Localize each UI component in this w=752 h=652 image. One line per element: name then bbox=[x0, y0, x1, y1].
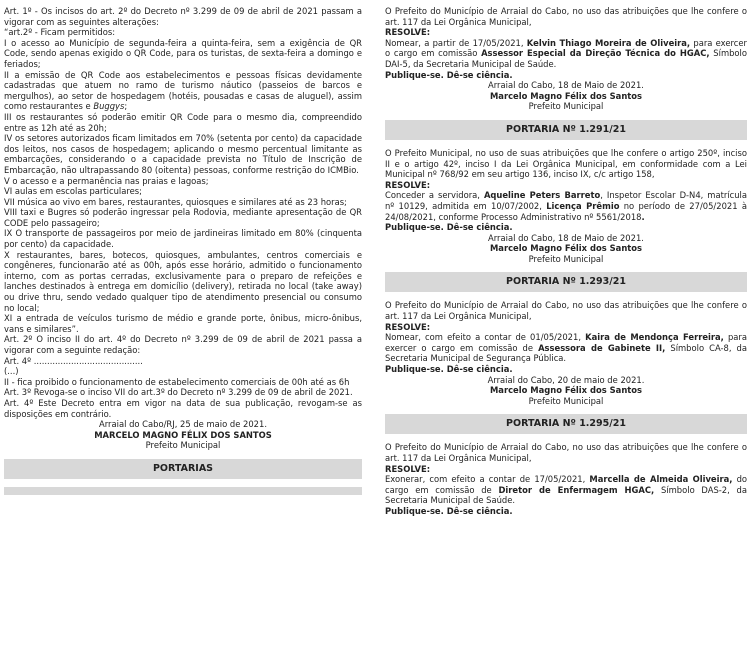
decree-article-2: Art. 2º O inciso II do art. 4º do Decreto nº 3.299 de 09 de abril de 2021 passa a vigorar com a seguinte redação: bbox=[4, 334, 362, 355]
place-date: Arraial do Cabo, 18 de Maio de 2021. bbox=[488, 232, 644, 243]
portaria-intro: O Prefeito do Município de Arraial do Cabo, no uso das atribuições que lhe confere o art. 117 da Lei Orgânica Municipal, bbox=[385, 442, 747, 463]
decree-item-vi: VI aulas em escolas particulares; bbox=[4, 186, 142, 197]
portaria-body: Nomear, a partir de 17/05/2021, Kelvin Thiago Moreira de Oliveira, para exercer o cargo em comissão Assessor Especial da Direção Técnica do HGAC, Símbolo DAI-5, da Secretaria Municipal de Saúde. bbox=[385, 37, 747, 69]
publish-line: Publique-se. Dê-se ciência. bbox=[385, 364, 513, 375]
decree-item-viii: VIII taxi e Bugres só poderão ingressar pela Rodovia, mediante apresentação de QR CODE pelo passageiro; bbox=[4, 207, 362, 228]
publish-line: Publique-se. Dê-se ciência. bbox=[385, 222, 513, 233]
left-column bbox=[4, 6, 362, 495]
signer-role: Prefeito Municipal bbox=[145, 440, 221, 451]
right-column bbox=[385, 6, 747, 517]
place-date: Arraial do Cabo/RJ, 25 de maio de 2021. bbox=[99, 419, 267, 430]
portaria-intro: O Prefeito Municipal, no uso de suas atribuições que lhe confere o artigo 250º, inciso II e o artigo 42º, inciso I da Lei Orgânica Municipal, em conformidade com a Lei Municipal nº 768/92 em seu artigo 136, inciso IX, c/c artigo 158, bbox=[385, 147, 747, 180]
signer-name: Marcelo Magno Félix dos Santos bbox=[489, 90, 643, 101]
resolve-heading: RESOLVE: bbox=[385, 27, 431, 38]
signer-name: Marcelo Magno Félix dos Santos bbox=[489, 385, 643, 396]
decree-article-4-ref: Art. 4º ......................................... bbox=[4, 355, 143, 366]
decree-article-4: Art. 4º Este Decreto entra em vigor na data de sua publicação, revogam-se as disposições em contrário. bbox=[4, 397, 362, 419]
decree-item-iii: III os restaurantes só poderão emitir QR Code para o mesmo dia, compreendido entre as 12h até as 20h; bbox=[4, 111, 362, 133]
section-title-portarias: PORTARIAS bbox=[4, 459, 362, 479]
decree-item-v: V o acesso e a permanência nas praias e lagoas; bbox=[4, 175, 209, 186]
signer-role: Prefeito Municipal bbox=[528, 253, 604, 264]
signer-role: Prefeito Municipal bbox=[528, 101, 604, 112]
publish-line: Publique-se. Dê-se ciência. bbox=[385, 505, 513, 516]
resolve-heading: RESOLVE: bbox=[385, 179, 431, 190]
portaria-title: PORTARIA Nº 1.293/21 bbox=[385, 272, 747, 292]
decree-article-3: Art. 3º Revoga-se o inciso VII do art.3º do Decreto nº 3.299 de 09 de abril de 2021. bbox=[4, 387, 353, 398]
resolve-heading: RESOLVE: bbox=[385, 463, 431, 474]
decree-item-i: I o acesso ao Município de segunda-feira a quinta-feira, sem a exigência de QR Code, sendo apenas exigido o QR Code, para os turistas, de sexta-feira a domingo e feriados; bbox=[4, 37, 362, 69]
publish-line: Publique-se. Dê-se ciência. bbox=[385, 69, 513, 80]
decree-item-ix: IX O transporte de passageiros por meio de jardineiras limitado em 80% (cinquenta por cento) da capacidade. bbox=[4, 228, 362, 250]
decree-article-1: Art. 1º - Os incisos do art. 2º do Decreto nº 3.299 de 09 de abril de 2021 passam a vigorar com as seguintes alterações: bbox=[4, 6, 362, 27]
signer-name: Marcelo Magno Félix dos Santos bbox=[489, 243, 643, 254]
next-section-band bbox=[4, 487, 362, 495]
signer-role: Prefeito Municipal bbox=[528, 395, 604, 406]
decree-item-iv: IV os setores autorizados ficam limitados em 70% (setenta por cento) da capacidade dos leitos, nos casos de hospedagem; aplicando o mesmo percentual limitante as embarcações, considerando o a capacidade prevista no Título de Inscrição de Embarcação, não ultrapassando 80 (oitenta) pessoas, conforme restrição do ICMBio. bbox=[4, 133, 362, 175]
resolve-heading: RESOLVE: bbox=[385, 321, 431, 332]
signer-name: MARCELO MAGNO FÉLIX DOS SANTOS bbox=[94, 429, 272, 440]
decree-item-ii: II a emissão de QR Code aos estabelecimentos e pessoas físicas devidamente cadastradas que atuem no ramo de turismo náutico (passeios de barcos e mergulhos), ao setor de hospedagem (hotéis, pousadas e casas de aluguel), assim como restaurantes e Buggys; bbox=[4, 69, 362, 112]
decree-ellipsis: (...) bbox=[4, 366, 19, 377]
portaria-title: PORTARIA Nº 1.295/21 bbox=[385, 414, 747, 434]
portaria-body: Conceder a servidora, Aqueline Peters Barreto, Inspetor Escolar D-N4, matrícula nº 10129, admitida em 10/07/2002, Licença Prêmio no período de 27/05/2021 à 24/08/2021, conforme Processo Administrativo nº 5561/2018. bbox=[385, 190, 747, 222]
portaria-title: PORTARIA Nº 1.291/21 bbox=[385, 120, 747, 140]
portaria-intro: O Prefeito do Município de Arraial do Cabo, no uso das atribuições que lhe confere o art. 117 da Lei Orgânica Municipal, bbox=[385, 6, 747, 27]
portaria-intro: O Prefeito do Município de Arraial do Cabo, no uso das atribuições que lhe confere o art. 117 da Lei Orgânica Municipal, bbox=[385, 300, 747, 322]
decree-item-x: X restaurantes, bares, botecos, quiosques, ambulantes, centros comerciais e congêneres, funcionarão até as 00h, após esse horário, admitido o funcionamento interno, com as portas cerradas, exclusivamente para o preparo de refeições e lanches destinados à entrega em domicílio (delivery), retirada no local (take away) ou drive thru, sendo vedado qualquer tipo de atendimento presencial ou consumo no local; bbox=[4, 249, 362, 313]
portaria-body: Nomear, com efeito a contar de 01/05/2021, Kaira de Mendonça Ferreira, para exercer o cargo em comissão de Assessora de Gabinete II, Símbolo CA-8, da Secretaria Municipal de Segurança Pública. bbox=[385, 332, 748, 364]
place-date: Arraial do Cabo, 20 de maio de 2021. bbox=[487, 374, 645, 385]
place-date: Arraial do Cabo, 18 de Maio de 2021. bbox=[488, 80, 644, 91]
decree-item-ii-new: II - fica proibido o funcionamento de estabelecimento comerciais de 00h até as 6h bbox=[4, 376, 350, 387]
decree-quote-open: “art.2º - Ficam permitidos: bbox=[4, 27, 116, 38]
decree-item-xi: XI a entrada de veículos turismo de médio e grande porte, ônibus, micro-ônibus, vans e similares”. bbox=[4, 313, 362, 334]
decree-item-vii: VII música ao vivo em bares, restaurantes, quiosques e similares até as 23 horas; bbox=[4, 196, 347, 207]
portaria-body: Exonerar, com efeito a contar de 17/05/2021, Marcella de Almeida Oliveira, do cargo em comissão de Diretor de Enfermagem HGAC, Símbolo DAS-2, da Secretaria Municipal de Saúde. bbox=[385, 474, 748, 506]
